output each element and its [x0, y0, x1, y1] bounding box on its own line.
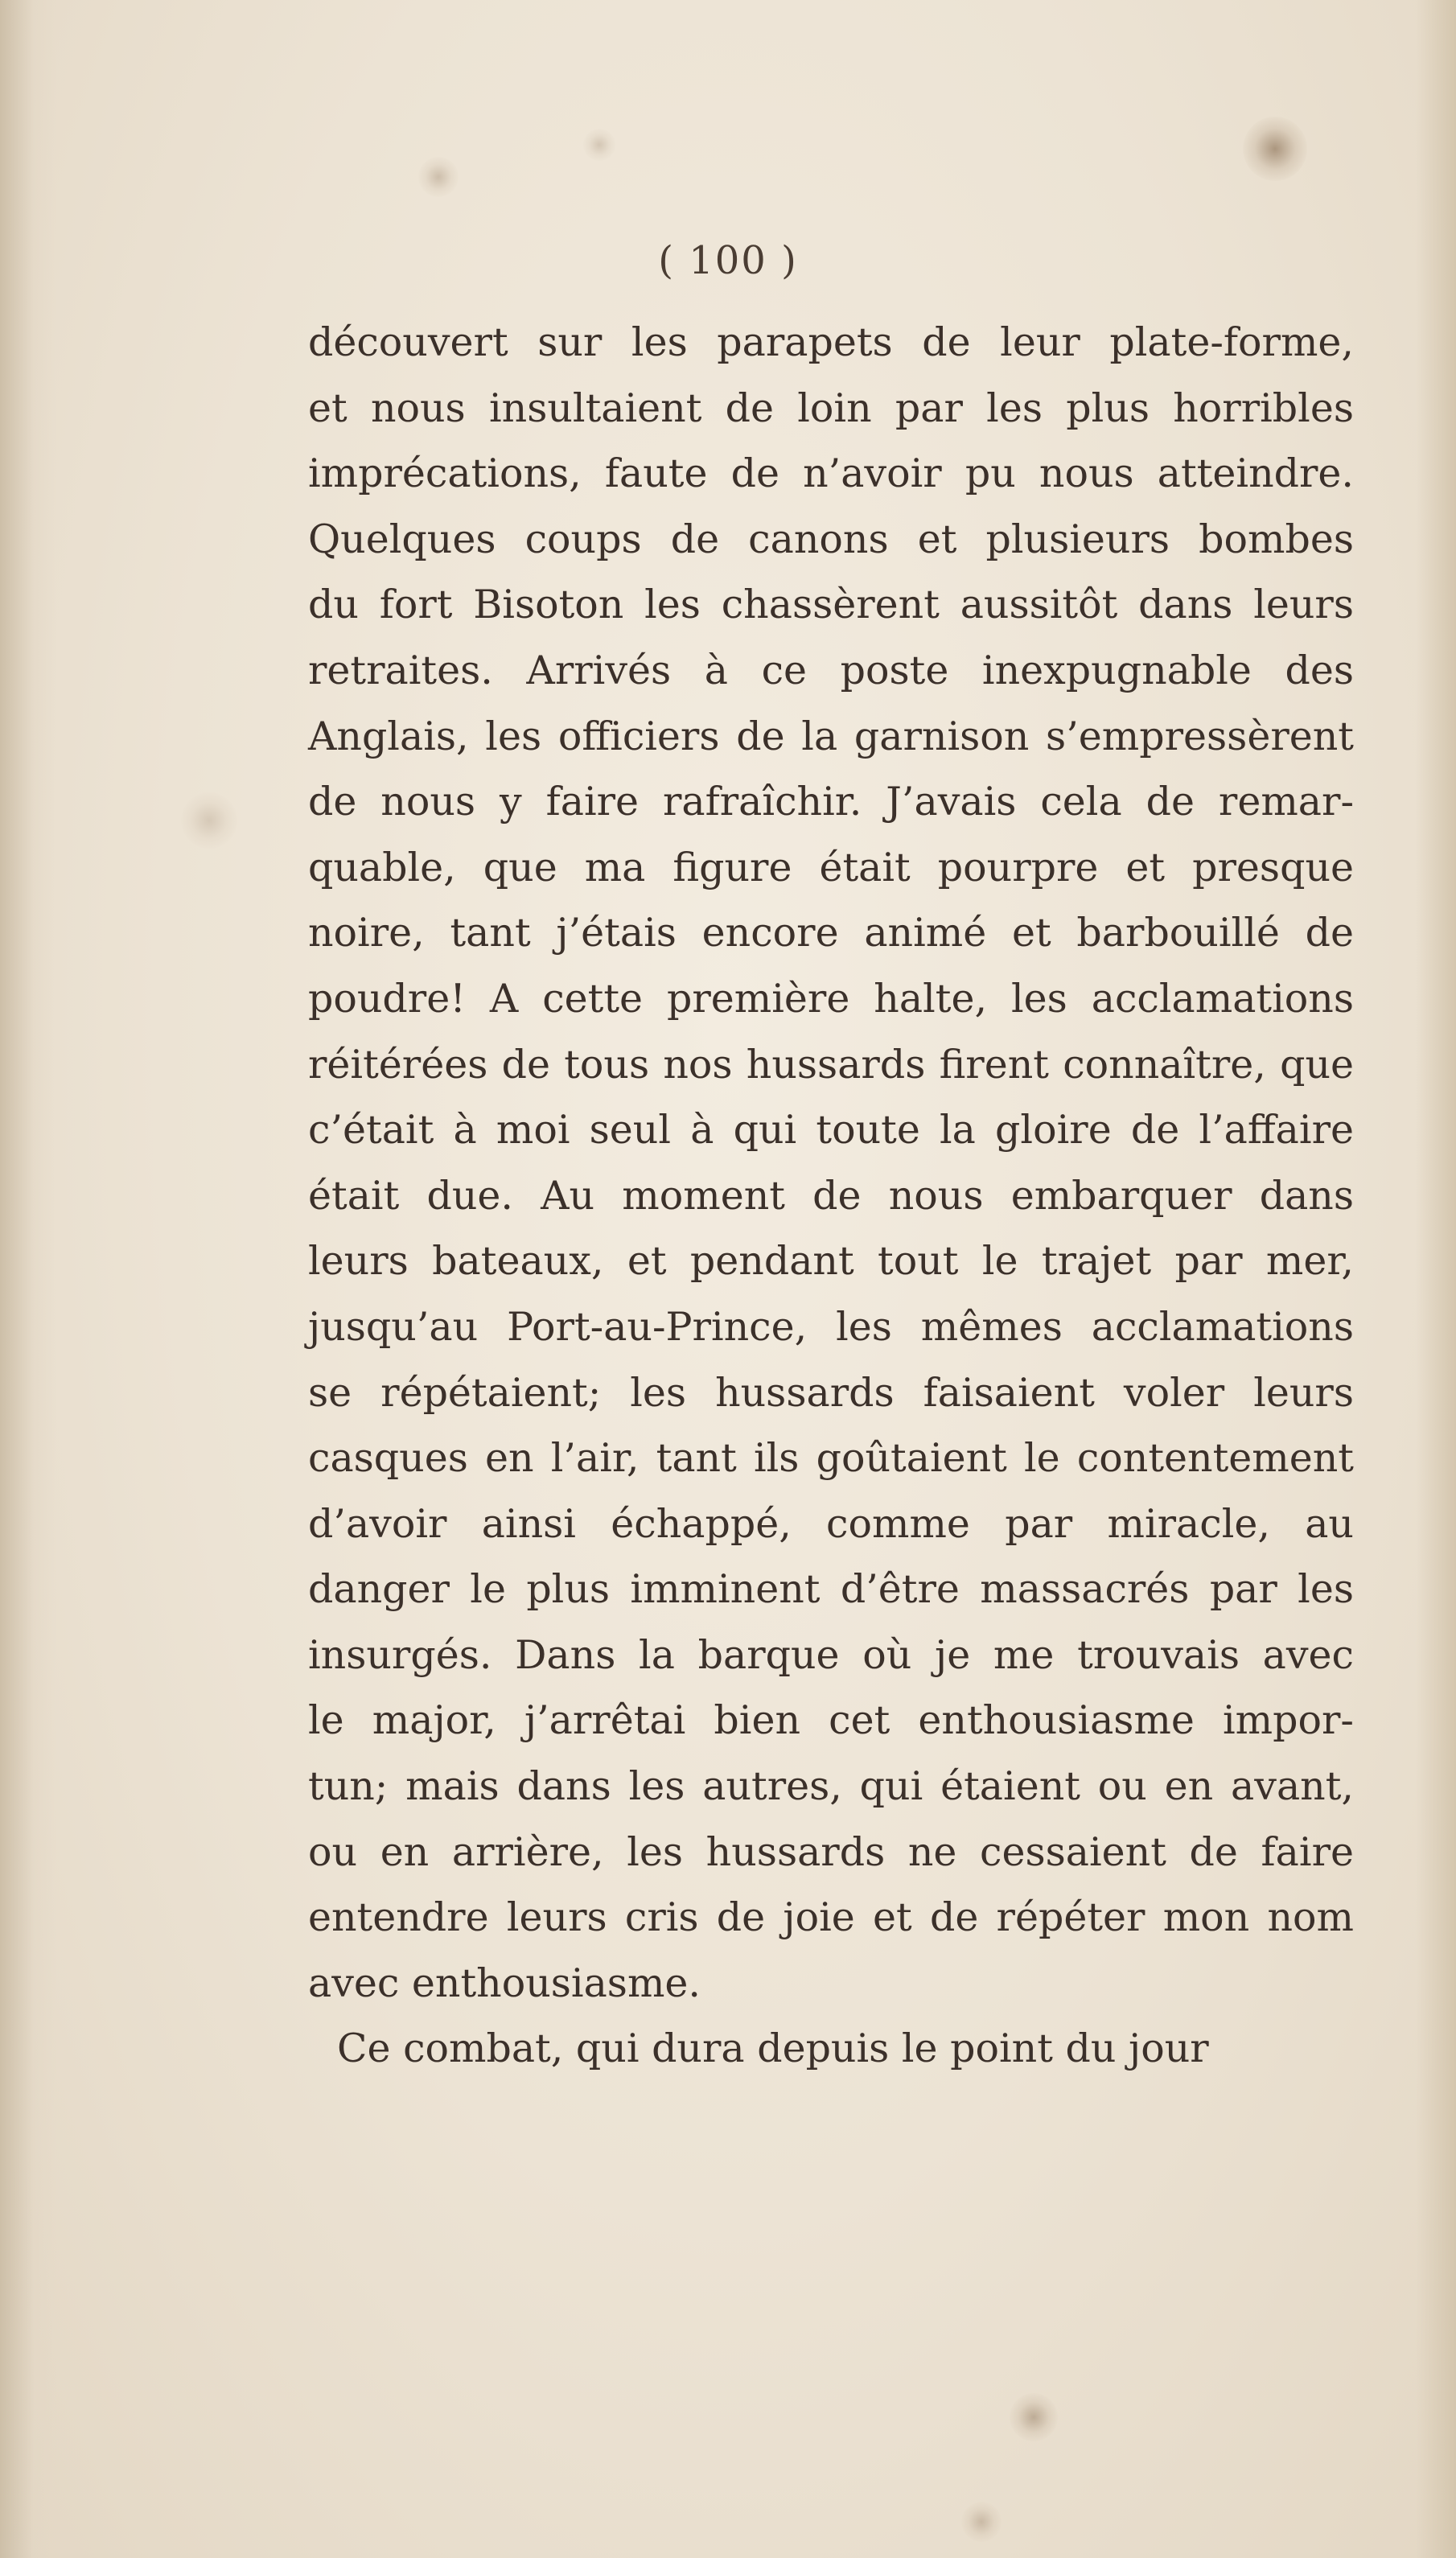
text-line: leurs bateaux, et pendant tout le trajet par mer, [308, 1238, 1354, 1285]
foxing-spot [181, 792, 237, 849]
text-line: imprécations, faute de n’avoir pu nous atteindre. [308, 450, 1354, 497]
text-line: réitérées de tous nos hussards firent connaître, que [308, 1041, 1354, 1088]
text-line: ou en arrière, les hussards ne cessaient de faire [308, 1828, 1354, 1875]
text-line: Ce combat, qui dura depuis le point du jour [337, 2025, 1209, 2072]
text-line: danger le plus imminent d’être massacrés par les [308, 1566, 1354, 1613]
text-line: noire, tant j’étais encore animé et barbouillé de [308, 910, 1354, 956]
paper-left-edge-shadow [0, 0, 56, 2558]
text-line: retraites. Arrivés à ce poste inexpugnable des [308, 647, 1354, 693]
text-line: Anglais, les officiers de la garnison s’empressèrent [308, 713, 1354, 759]
text-line: tun; mais dans les autres, qui étaient ou en avant, [308, 1763, 1354, 1810]
foxing-spot [1010, 2393, 1058, 2441]
foxing-spot [418, 157, 459, 197]
text-line: Quelques coups de canons et plusieurs bombes [308, 516, 1354, 562]
text-line: poudre! A cette première halte, les acclamations [308, 975, 1354, 1022]
foxing-spot [961, 2502, 1002, 2542]
text-line: découvert sur les parapets de leur plate-forme, [308, 319, 1354, 365]
text-line: entendre leurs cris de joie et de répéter mon nom [308, 1894, 1354, 1941]
text-line: jusqu’au Port-au-Prince, les mêmes acclamations [308, 1303, 1354, 1350]
text-line: du fort Bisoton les chassèrent aussitôt dans leurs [308, 582, 1354, 628]
foxing-spot [1243, 117, 1307, 181]
body-text [308, 310, 1354, 2082]
text-line: quable, que ma figure était pourpre et presque [308, 844, 1354, 890]
text-line: d’avoir ainsi échappé, comme par miracle, au [308, 1500, 1354, 1547]
text-line: avec enthousiasme. [308, 1960, 701, 2006]
paper-right-edge-shadow [1416, 0, 1456, 2558]
text-line: de nous y faire rafraîchir. J’avais cela de remar- [308, 779, 1354, 825]
foxing-spot [583, 129, 615, 161]
text-line: était due. Au moment de nous embarquer dans [308, 1172, 1354, 1219]
text-line: casques en l’air, tant ils goûtaient le contentement [308, 1435, 1354, 1482]
text-line: et nous insultaient de loin par les plus horribles [308, 385, 1354, 431]
text-line: se répétaient; les hussards faisaient voler leurs [308, 1369, 1354, 1416]
page-number: ( 100 ) [658, 238, 798, 283]
text-line: le major, j’arrêtai bien cet enthousiasme impor- [308, 1697, 1354, 1744]
text-line: c’était à moi seul à qui toute la gloire de l’affaire [308, 1107, 1354, 1154]
text-line: insurgés. Dans la barque où je me trouvais avec [308, 1631, 1354, 1678]
